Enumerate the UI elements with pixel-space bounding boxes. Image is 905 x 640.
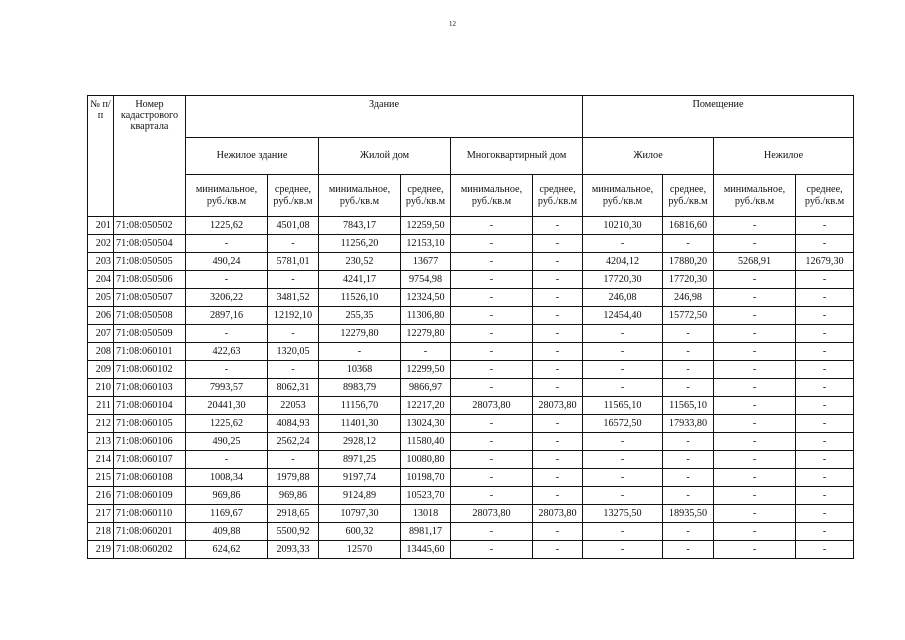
house-min: 8983,79 <box>319 379 401 397</box>
table-row <box>88 433 854 451</box>
table-row <box>88 505 854 523</box>
header-avg: среднее, руб./кв.м <box>268 175 319 217</box>
cadastral-number: 71:08:060102 <box>114 361 186 379</box>
nonres-building-avg: 8062,31 <box>268 379 319 397</box>
residential-min: - <box>583 469 663 487</box>
table-row <box>88 415 854 433</box>
residential-avg: - <box>663 451 714 469</box>
cadastral-number: 71:08:060202 <box>114 541 186 559</box>
nonresidential-min: - <box>714 433 796 451</box>
nonresidential-min: 5268,91 <box>714 253 796 271</box>
nonres-building-min: - <box>186 451 268 469</box>
house-avg: 13677 <box>401 253 451 271</box>
nonres-building-min: 490,25 <box>186 433 268 451</box>
house-avg: 12299,50 <box>401 361 451 379</box>
cadastral-number: 71:08:050508 <box>114 307 186 325</box>
apartment-avg: - <box>533 451 583 469</box>
row-number: 215 <box>88 469 114 487</box>
cadastral-number: 71:08:050502 <box>114 217 186 235</box>
cadastral-value-table <box>87 95 854 559</box>
house-avg: 12217,20 <box>401 397 451 415</box>
nonresidential-min: - <box>714 469 796 487</box>
house-avg: 10523,70 <box>401 487 451 505</box>
house-min: 255,35 <box>319 307 401 325</box>
nonresidential-avg: - <box>796 307 854 325</box>
house-avg: - <box>401 343 451 361</box>
row-number: 202 <box>88 235 114 253</box>
nonresidential-min: - <box>714 397 796 415</box>
nonresidential-min: - <box>714 451 796 469</box>
row-number: 217 <box>88 505 114 523</box>
nonresidential-min: - <box>714 217 796 235</box>
residential-avg: - <box>663 541 714 559</box>
house-avg: 11580,40 <box>401 433 451 451</box>
apartment-avg: - <box>533 289 583 307</box>
nonres-building-min: 7993,57 <box>186 379 268 397</box>
row-number: 214 <box>88 451 114 469</box>
residential-avg: - <box>663 343 714 361</box>
nonres-building-avg: 1979,88 <box>268 469 319 487</box>
nonres-building-min: 3206,22 <box>186 289 268 307</box>
table-body <box>88 217 854 559</box>
header-premises: Помещение <box>583 96 854 138</box>
header-building: Здание <box>186 96 583 138</box>
apartment-min: - <box>451 523 533 541</box>
residential-min: - <box>583 343 663 361</box>
nonresidential-avg: - <box>796 505 854 523</box>
residential-avg: 17933,80 <box>663 415 714 433</box>
nonres-building-avg: - <box>268 325 319 343</box>
house-avg: 8981,17 <box>401 523 451 541</box>
cadastral-number: 71:08:060108 <box>114 469 186 487</box>
cadastral-number: 71:08:060101 <box>114 343 186 361</box>
nonresidential-min: - <box>714 307 796 325</box>
apartment-min: - <box>451 469 533 487</box>
header-min: минимальное, руб./кв.м <box>186 175 268 217</box>
table-row <box>88 217 854 235</box>
row-number: 218 <box>88 523 114 541</box>
residential-min: - <box>583 361 663 379</box>
nonres-building-min: 409,88 <box>186 523 268 541</box>
apartment-avg: - <box>533 235 583 253</box>
apartment-min: - <box>451 379 533 397</box>
residential-min: - <box>583 325 663 343</box>
nonres-building-min: 20441,30 <box>186 397 268 415</box>
house-min: 7843,17 <box>319 217 401 235</box>
header-min: минимальное, руб./кв.м <box>583 175 663 217</box>
row-number: 219 <box>88 541 114 559</box>
apartment-min: - <box>451 271 533 289</box>
house-min: 10368 <box>319 361 401 379</box>
residential-avg: 246,98 <box>663 289 714 307</box>
apartment-min: - <box>451 361 533 379</box>
residential-avg: - <box>663 469 714 487</box>
apartment-avg: - <box>533 523 583 541</box>
residential-avg: - <box>663 523 714 541</box>
apartment-avg: 28073,80 <box>533 397 583 415</box>
residential-avg: 18935,50 <box>663 505 714 523</box>
residential-min: - <box>583 541 663 559</box>
apartment-min: - <box>451 325 533 343</box>
table-row <box>88 307 854 325</box>
house-min: 600,32 <box>319 523 401 541</box>
apartment-min: - <box>451 289 533 307</box>
residential-avg: - <box>663 433 714 451</box>
row-number: 205 <box>88 289 114 307</box>
house-min: 9197,74 <box>319 469 401 487</box>
cadastral-number: 71:08:050504 <box>114 235 186 253</box>
house-avg: 9866,97 <box>401 379 451 397</box>
house-avg: 9754,98 <box>401 271 451 289</box>
house-avg: 11306,80 <box>401 307 451 325</box>
nonres-building-avg: 3481,52 <box>268 289 319 307</box>
nonresidential-min: - <box>714 343 796 361</box>
table-row <box>88 235 854 253</box>
residential-avg: - <box>663 325 714 343</box>
nonresidential-avg: - <box>796 541 854 559</box>
residential-avg: - <box>663 379 714 397</box>
apartment-min: - <box>451 235 533 253</box>
nonresidential-avg: - <box>796 379 854 397</box>
nonres-building-min: 422,63 <box>186 343 268 361</box>
nonres-building-avg: 4084,93 <box>268 415 319 433</box>
house-min: 9124,89 <box>319 487 401 505</box>
nonres-building-min: 969,86 <box>186 487 268 505</box>
residential-avg: 16816,60 <box>663 217 714 235</box>
header-no: № п/п <box>88 96 114 217</box>
residential-min: 12454,40 <box>583 307 663 325</box>
nonresidential-min: - <box>714 523 796 541</box>
apartment-min: - <box>451 217 533 235</box>
cadastral-number: 71:08:060106 <box>114 433 186 451</box>
apartment-avg: - <box>533 217 583 235</box>
nonresidential-min: - <box>714 379 796 397</box>
nonresidential-min: - <box>714 325 796 343</box>
apartment-avg: - <box>533 541 583 559</box>
apartment-min: - <box>451 343 533 361</box>
residential-min: - <box>583 379 663 397</box>
row-number: 211 <box>88 397 114 415</box>
nonresidential-min: - <box>714 487 796 505</box>
nonres-building-avg: 5500,92 <box>268 523 319 541</box>
nonres-building-min: - <box>186 361 268 379</box>
nonres-building-avg: 2093,33 <box>268 541 319 559</box>
residential-avg: 11565,10 <box>663 397 714 415</box>
cadastral-number: 71:08:050507 <box>114 289 186 307</box>
house-min: 230,52 <box>319 253 401 271</box>
house-min: - <box>319 343 401 361</box>
cadastral-number: 71:08:060107 <box>114 451 186 469</box>
house-min: 12279,80 <box>319 325 401 343</box>
apartment-min: - <box>451 415 533 433</box>
apartment-min: - <box>451 451 533 469</box>
table-row <box>88 325 854 343</box>
residential-avg: - <box>663 487 714 505</box>
row-number: 201 <box>88 217 114 235</box>
apartment-avg: - <box>533 271 583 289</box>
nonresidential-min: - <box>714 415 796 433</box>
cadastral-number: 71:08:060103 <box>114 379 186 397</box>
house-avg: 13445,60 <box>401 541 451 559</box>
house-avg: 12324,50 <box>401 289 451 307</box>
house-min: 8971,25 <box>319 451 401 469</box>
nonresidential-avg: - <box>796 217 854 235</box>
table-row <box>88 397 854 415</box>
nonres-building-avg: 4501,08 <box>268 217 319 235</box>
nonres-building-avg: - <box>268 271 319 289</box>
cadastral-number: 71:08:060104 <box>114 397 186 415</box>
table-row <box>88 253 854 271</box>
apartment-min: - <box>451 307 533 325</box>
residential-min: - <box>583 235 663 253</box>
house-avg: 12153,10 <box>401 235 451 253</box>
apartment-avg: 28073,80 <box>533 505 583 523</box>
header-avg: среднее, руб./кв.м <box>796 175 854 217</box>
table-row <box>88 343 854 361</box>
residential-min: 16572,50 <box>583 415 663 433</box>
nonres-building-avg: 2918,65 <box>268 505 319 523</box>
header-nonres-building: Нежилое здание <box>186 138 319 175</box>
house-min: 11526,10 <box>319 289 401 307</box>
row-number: 203 <box>88 253 114 271</box>
header-nonresidential: Нежилое <box>714 138 854 175</box>
house-min: 10797,30 <box>319 505 401 523</box>
nonresidential-avg: - <box>796 397 854 415</box>
house-avg: 12279,80 <box>401 325 451 343</box>
table-row <box>88 379 854 397</box>
nonres-building-avg: - <box>268 235 319 253</box>
nonresidential-avg: - <box>796 415 854 433</box>
nonres-building-avg: 12192,10 <box>268 307 319 325</box>
apartment-avg: - <box>533 325 583 343</box>
nonres-building-min: 1169,67 <box>186 505 268 523</box>
table-row <box>88 361 854 379</box>
nonresidential-avg: - <box>796 325 854 343</box>
nonres-building-avg: 1320,05 <box>268 343 319 361</box>
header-avg: среднее, руб./кв.м <box>663 175 714 217</box>
cadastral-number: 71:08:050506 <box>114 271 186 289</box>
cadastral-number: 71:08:060105 <box>114 415 186 433</box>
nonresidential-min: - <box>714 505 796 523</box>
house-min: 11256,20 <box>319 235 401 253</box>
nonresidential-min: - <box>714 361 796 379</box>
row-number: 213 <box>88 433 114 451</box>
house-min: 4241,17 <box>319 271 401 289</box>
nonresidential-min: - <box>714 541 796 559</box>
residential-min: 17720,30 <box>583 271 663 289</box>
nonresidential-avg: - <box>796 271 854 289</box>
residential-min: - <box>583 487 663 505</box>
nonres-building-min: 624,62 <box>186 541 268 559</box>
residential-min: - <box>583 451 663 469</box>
apartment-avg: - <box>533 361 583 379</box>
apartment-min: - <box>451 541 533 559</box>
house-avg: 12259,50 <box>401 217 451 235</box>
apartment-avg: - <box>533 433 583 451</box>
row-number: 210 <box>88 379 114 397</box>
apartment-avg: - <box>533 253 583 271</box>
row-number: 206 <box>88 307 114 325</box>
cadastral-number: 71:08:060110 <box>114 505 186 523</box>
page-number: 12 <box>449 20 456 28</box>
house-min: 11401,30 <box>319 415 401 433</box>
nonresidential-avg: - <box>796 469 854 487</box>
apartment-min: - <box>451 433 533 451</box>
residential-avg: 17880,20 <box>663 253 714 271</box>
residential-avg: 17720,30 <box>663 271 714 289</box>
apartment-min: - <box>451 487 533 505</box>
nonres-building-avg: - <box>268 451 319 469</box>
residential-avg: 15772,50 <box>663 307 714 325</box>
nonres-building-min: 1225,62 <box>186 217 268 235</box>
apartment-min: 28073,80 <box>451 397 533 415</box>
apartment-avg: - <box>533 307 583 325</box>
row-number: 207 <box>88 325 114 343</box>
header-min: минимальное, руб./кв.м <box>451 175 533 217</box>
table-row <box>88 469 854 487</box>
row-number: 216 <box>88 487 114 505</box>
residential-avg: - <box>663 361 714 379</box>
header-apartment: Многоквартирный дом <box>451 138 583 175</box>
house-min: 2928,12 <box>319 433 401 451</box>
nonresidential-avg: - <box>796 451 854 469</box>
nonresidential-min: - <box>714 289 796 307</box>
apartment-min: - <box>451 253 533 271</box>
cadastral-number: 71:08:050509 <box>114 325 186 343</box>
residential-avg: - <box>663 235 714 253</box>
nonresidential-avg: - <box>796 235 854 253</box>
house-avg: 13024,30 <box>401 415 451 433</box>
nonres-building-avg: 969,86 <box>268 487 319 505</box>
nonres-building-min: 1008,34 <box>186 469 268 487</box>
residential-min: 246,08 <box>583 289 663 307</box>
residential-min: 4204,12 <box>583 253 663 271</box>
apartment-avg: - <box>533 469 583 487</box>
nonres-building-min: 1225,62 <box>186 415 268 433</box>
apartment-avg: - <box>533 487 583 505</box>
row-number: 212 <box>88 415 114 433</box>
header-avg: среднее, руб./кв.м <box>533 175 583 217</box>
table-row <box>88 523 854 541</box>
nonresidential-avg: - <box>796 289 854 307</box>
nonresidential-avg: - <box>796 361 854 379</box>
header-min: минимальное, руб./кв.м <box>714 175 796 217</box>
nonres-building-min: - <box>186 325 268 343</box>
nonresidential-avg: 12679,30 <box>796 253 854 271</box>
nonresidential-avg: - <box>796 433 854 451</box>
apartment-avg: - <box>533 343 583 361</box>
cadastral-number: 71:08:060201 <box>114 523 186 541</box>
residential-min: 13275,50 <box>583 505 663 523</box>
row-number: 209 <box>88 361 114 379</box>
cadastral-number: 71:08:050505 <box>114 253 186 271</box>
nonresidential-avg: - <box>796 487 854 505</box>
apartment-min: 28073,80 <box>451 505 533 523</box>
nonres-building-avg: - <box>268 361 319 379</box>
nonres-building-min: 490,24 <box>186 253 268 271</box>
house-avg: 13018 <box>401 505 451 523</box>
nonresidential-avg: - <box>796 343 854 361</box>
nonresidential-min: - <box>714 235 796 253</box>
nonres-building-min: - <box>186 271 268 289</box>
nonres-building-min: - <box>186 235 268 253</box>
residential-min: 11565,10 <box>583 397 663 415</box>
residential-min: - <box>583 523 663 541</box>
nonres-building-avg: 5781,01 <box>268 253 319 271</box>
apartment-avg: - <box>533 415 583 433</box>
table-row <box>88 451 854 469</box>
header-house: Жилой дом <box>319 138 451 175</box>
table-row <box>88 289 854 307</box>
house-avg: 10198,70 <box>401 469 451 487</box>
cadastral-number: 71:08:060109 <box>114 487 186 505</box>
residential-min: - <box>583 433 663 451</box>
nonres-building-min: 2897,16 <box>186 307 268 325</box>
house-avg: 10080,80 <box>401 451 451 469</box>
header-avg: среднее, руб./кв.м <box>401 175 451 217</box>
nonresidential-avg: - <box>796 523 854 541</box>
header-cadastral: Номер кадастрового квартала <box>114 96 186 217</box>
apartment-avg: - <box>533 379 583 397</box>
header-min: минимальное, руб./кв.м <box>319 175 401 217</box>
row-number: 208 <box>88 343 114 361</box>
table-row <box>88 271 854 289</box>
house-min: 12570 <box>319 541 401 559</box>
residential-min: 10210,30 <box>583 217 663 235</box>
nonresidential-min: - <box>714 271 796 289</box>
header-residential: Жилое <box>583 138 714 175</box>
nonres-building-avg: 22053 <box>268 397 319 415</box>
table-row <box>88 541 854 559</box>
table-row <box>88 487 854 505</box>
nonres-building-avg: 2562,24 <box>268 433 319 451</box>
house-min: 11156,70 <box>319 397 401 415</box>
row-number: 204 <box>88 271 114 289</box>
